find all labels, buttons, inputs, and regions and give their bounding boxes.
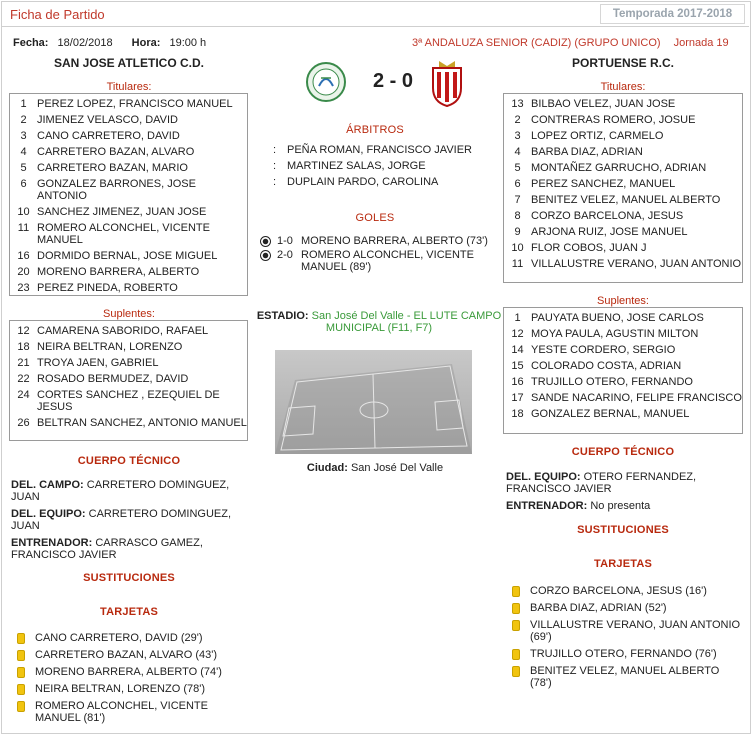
card-player: CANO CARRETERO, DAVID (29') — [35, 632, 203, 644]
home-del-campo: CARRETERO DOMINGUEZ, JUAN — [11, 479, 230, 503]
player-name[interactable]: TROYA JAEN, GABRIEL — [37, 357, 159, 369]
player-name[interactable]: PAUYATA BUENO, JOSE CARLOS — [531, 312, 704, 324]
yellow-card-row — [512, 619, 743, 643]
goal-row — [260, 249, 492, 273]
home-sustituciones-heading: SUSTITUCIONES — [83, 572, 175, 584]
yellow-card-icon — [17, 667, 25, 678]
player-row[interactable] — [504, 344, 742, 356]
player-number: 16 — [511, 376, 524, 388]
player-name[interactable]: LOPEZ ORTIZ, CARMELO — [531, 130, 664, 142]
player-name[interactable]: SANDE NACARINO, FELIPE FRANCISCO — [531, 392, 742, 404]
card-player: BARBA DIAZ, ADRIAN (52') — [530, 602, 667, 614]
yellow-card-row — [512, 602, 743, 614]
player-name[interactable]: CAMARENA SABORIDO, RAFAEL — [37, 325, 209, 337]
home-cards-list — [17, 632, 248, 729]
player-row[interactable] — [504, 360, 742, 372]
player-name[interactable]: SANCHEZ JIMENEZ, JUAN JOSE — [37, 206, 207, 218]
away-entrenador: No presenta — [590, 500, 651, 512]
player-number: 23 — [17, 282, 30, 294]
home-titulares-heading: Titulares: — [106, 81, 152, 93]
referee-name: DUPLAIN PARDO, CAROLINA — [287, 176, 439, 188]
player-row[interactable] — [10, 325, 247, 337]
player-name[interactable]: CARRETERO BAZAN, ALVARO — [37, 146, 195, 158]
player-name[interactable]: JIMENEZ VELASCO, DAVID — [37, 114, 178, 126]
player-number: 3 — [514, 130, 521, 142]
player-number: 16 — [17, 250, 30, 262]
away-sustituciones-heading: SUSTITUCIONES — [577, 524, 669, 536]
yellow-card-icon — [17, 684, 25, 695]
player-number: 4 — [514, 146, 521, 158]
yellow-card-icon — [512, 649, 520, 660]
player-row[interactable] — [504, 98, 742, 110]
player-number: 9 — [514, 226, 521, 238]
player-row[interactable] — [10, 206, 247, 218]
player-number: 8 — [514, 210, 521, 222]
referee-bullet: : — [273, 144, 277, 156]
player-row[interactable] — [10, 417, 247, 429]
player-name[interactable]: COLORADO COSTA, ADRIAN — [531, 360, 682, 372]
player-row[interactable] — [10, 282, 247, 294]
away-tarjetas-heading: TARJETAS — [593, 558, 653, 570]
player-row[interactable] — [504, 392, 742, 404]
player-name[interactable]: MOYA PAULA, AGUSTIN MILTON — [531, 328, 699, 340]
player-row[interactable] — [10, 146, 247, 158]
player-row[interactable] — [10, 130, 247, 142]
jornada-label[interactable]: Jornada 19 — [673, 37, 729, 49]
referee-row — [273, 176, 493, 188]
player-name[interactable]: BELTRAN SANCHEZ, ANTONIO MANUEL — [37, 417, 247, 429]
soccer-ball-icon — [260, 250, 271, 261]
city-info: Ciudad: San José Del Valle — [306, 462, 444, 474]
player-number: 21 — [17, 357, 30, 369]
yellow-card-row — [17, 700, 248, 724]
yellow-card-row — [17, 649, 248, 661]
yellow-card-icon — [17, 701, 25, 712]
player-number: 6 — [20, 178, 27, 190]
yellow-card-row — [512, 665, 743, 689]
referee-row — [273, 160, 493, 172]
player-row[interactable] — [504, 162, 742, 174]
player-name[interactable]: MONTAÑEZ GARRUCHO, ADRIAN — [531, 162, 707, 174]
player-number: 18 — [17, 341, 30, 353]
player-number: 13 — [511, 98, 524, 110]
player-row[interactable] — [10, 266, 247, 278]
card-player: NEIRA BELTRAN, LORENZO (78') — [35, 683, 205, 695]
goal-scorer: MORENO BARRERA, ALBERTO (73') — [301, 235, 488, 247]
match-datetime: Fecha: 18/02/2018 Hora: 19:00 h — [13, 37, 207, 49]
away-substitutes — [503, 307, 743, 434]
home-suplentes-heading: Suplentes: — [103, 308, 155, 320]
page-title: Ficha de Partido — [10, 7, 105, 22]
player-name[interactable]: PEREZ PINEDA, ROBERTO — [37, 282, 178, 294]
player-name[interactable]: PEREZ LOPEZ, FRANCISCO MANUEL — [37, 98, 233, 110]
player-name[interactable]: YESTE CORDERO, SERGIO — [531, 344, 676, 356]
player-number: 10 — [17, 206, 30, 218]
home-cuerpo-tecnico-heading: CUERPO TÉCNICO — [77, 455, 181, 467]
yellow-card-row — [17, 632, 248, 644]
player-row[interactable] — [504, 312, 742, 324]
player-row[interactable] — [10, 389, 247, 413]
referees-list — [273, 144, 493, 192]
player-row[interactable] — [10, 341, 247, 353]
player-row[interactable] — [504, 146, 742, 158]
player-number: 2 — [20, 114, 27, 126]
player-row[interactable] — [10, 357, 247, 369]
player-number: 11 — [511, 258, 524, 270]
card-player: CARRETERO BAZAN, ALVARO (43') — [35, 649, 218, 661]
player-row[interactable] — [10, 98, 247, 110]
home-starting-lineup — [9, 93, 248, 296]
yellow-card-row — [512, 648, 743, 660]
stadium-link[interactable]: San José Del Valle - EL LUTE CAMPO MUNICIPAL (F11, F7) — [311, 310, 502, 334]
player-row[interactable] — [10, 373, 247, 385]
player-name[interactable]: NEIRA BELTRAN, LORENZO — [37, 341, 183, 353]
away-del-equipo: OTERO FERNANDEZ, FRANCISCO JAVIER — [506, 471, 697, 495]
player-row[interactable] — [504, 194, 742, 206]
player-number: 12 — [17, 325, 30, 337]
match-date: 18/02/2018 — [57, 37, 113, 49]
yellow-card-icon — [17, 633, 25, 644]
card-player: TRUJILLO OTERO, FERNANDO (76') — [530, 648, 717, 660]
player-number: 20 — [17, 266, 30, 278]
player-name[interactable]: CORTES SANCHEZ , EZEQUIEL DE JESUS — [37, 389, 220, 413]
yellow-card-icon — [512, 666, 520, 677]
player-row[interactable] — [504, 328, 742, 340]
city-value: San José Del Valle — [350, 462, 444, 474]
card-player: BENITEZ VELEZ, MANUEL ALBERTO (78') — [530, 665, 720, 689]
player-name[interactable]: MORENO BARRERA, ALBERTO — [37, 266, 200, 278]
player-row[interactable] — [10, 114, 247, 126]
player-name[interactable]: TRUJILLO OTERO, FERNANDO — [531, 376, 693, 388]
away-starting-lineup — [503, 93, 743, 283]
arbitros-heading: ÁRBITROS — [346, 124, 404, 136]
player-number: 1 — [20, 98, 27, 110]
player-row[interactable] — [10, 222, 247, 246]
player-name[interactable]: BILBAO VELEZ, JUAN JOSE — [531, 98, 676, 110]
yellow-card-icon — [17, 650, 25, 661]
home-tarjetas-heading: TARJETAS — [99, 606, 159, 618]
referee-bullet: : — [273, 160, 277, 172]
soccer-ball-icon — [260, 236, 271, 247]
player-name[interactable]: BARBA DIAZ, ADRIAN — [531, 146, 643, 158]
player-name[interactable]: ROMERO ALCONCHEL, VICENTE MANUEL — [37, 222, 210, 246]
yellow-card-row — [17, 666, 248, 678]
player-row[interactable] — [10, 162, 247, 174]
yellow-card-icon — [512, 586, 520, 597]
goal-scorer: ROMERO ALCONCHEL, VICENTE MANUEL (89') — [301, 249, 474, 273]
player-name[interactable]: CANO CARRETERO, DAVID — [37, 130, 180, 142]
player-row[interactable] — [504, 242, 742, 254]
player-number: 26 — [17, 417, 30, 429]
player-row[interactable] — [504, 408, 742, 420]
season-badge: Temporada 2017-2018 — [600, 4, 745, 24]
yellow-card-icon — [512, 620, 520, 631]
player-row[interactable] — [10, 178, 247, 202]
competition-info — [412, 37, 729, 49]
competition-name[interactable]: 3ª ANDALUZA SENIOR (CADIZ) (GRUPO UNICO) — [412, 37, 661, 49]
player-row[interactable] — [10, 250, 247, 262]
player-row[interactable] — [504, 178, 742, 190]
title-bar — [1, 1, 749, 27]
player-number: 11 — [17, 222, 30, 234]
card-player: ROMERO ALCONCHEL, VICENTE MANUEL (81') — [35, 700, 208, 724]
player-name[interactable]: GONZALEZ BERNAL, MANUEL — [531, 408, 690, 420]
away-cards-list — [512, 585, 743, 694]
away-staff: DEL. EQUIPO: OTERO FERNANDEZ, FRANCISCO JAVIER ENTRENADOR: No presenta — [506, 471, 697, 512]
player-name[interactable]: CORZO BARCELONA, JESUS — [531, 210, 684, 222]
yellow-card-icon — [512, 603, 520, 614]
player-number: 24 — [17, 389, 30, 401]
player-number: 4 — [20, 146, 27, 158]
player-row[interactable] — [504, 210, 742, 222]
home-staff: DEL. CAMPO: CARRETERO DOMINGUEZ, JUAN DEL. EQUIPO: CARRETERO DOMINGUEZ, JUAN ENTRENADOR: CARRASCO GAMEZ, FRANCISCO JAVIER — [11, 479, 232, 561]
player-number: 2 — [514, 114, 521, 126]
player-number: 18 — [511, 408, 524, 420]
player-row[interactable] — [504, 258, 742, 270]
card-player: CORZO BARCELONA, JESUS (16') — [530, 585, 707, 597]
player-number: 5 — [514, 162, 521, 174]
player-name[interactable]: PEREZ SANCHEZ, MANUEL — [531, 178, 676, 190]
player-name[interactable]: ARJONA RUIZ, JOSE MANUEL — [531, 226, 688, 238]
referee-row — [273, 144, 493, 156]
player-row[interactable] — [504, 226, 742, 238]
player-number: 7 — [514, 194, 521, 206]
player-number: 10 — [511, 242, 524, 254]
home-del-equipo: CARRETERO DOMINGUEZ, JUAN — [11, 508, 232, 532]
yellow-card-row — [17, 683, 248, 695]
home-substitutes — [9, 320, 248, 441]
referee-name: PEÑA ROMAN, FRANCISCO JAVIER — [287, 144, 472, 156]
player-number: 3 — [20, 130, 27, 142]
stadium-photo — [275, 350, 472, 454]
player-name[interactable]: CONTRERAS ROMERO, JOSUE — [531, 114, 696, 126]
player-number: 1 — [514, 312, 521, 324]
away-titulares-heading: Titulares: — [600, 81, 646, 93]
card-player: VILLALUSTRE VERANO, JUAN ANTONIO (69') — [530, 619, 741, 643]
match-time: 19:00 h — [169, 37, 207, 49]
player-row[interactable] — [504, 376, 742, 388]
player-number: 22 — [17, 373, 30, 385]
player-number: 12 — [511, 328, 524, 340]
goal-row — [260, 235, 492, 247]
referee-bullet: : — [273, 176, 277, 188]
player-number: 14 — [511, 344, 524, 356]
home-team-crest-icon[interactable] — [299, 60, 354, 104]
player-row[interactable] — [504, 130, 742, 142]
player-number: 6 — [514, 178, 521, 190]
player-name[interactable]: ROSADO BERMUDEZ, DAVID — [37, 373, 189, 385]
player-number: 17 — [511, 392, 524, 404]
player-name[interactable]: BENITEZ VELEZ, MANUEL ALBERTO — [531, 194, 721, 206]
stadium-info: ESTADIO: San José Del Valle - EL LUTE CAMPO MUNICIPAL (F11, F7) — [256, 310, 502, 334]
card-player: MORENO BARRERA, ALBERTO (74') — [35, 666, 222, 678]
match-score: 2 - 0 — [372, 70, 414, 92]
home-entrenador: CARRASCO GAMEZ, FRANCISCO JAVIER — [11, 537, 203, 561]
goal-score: 1-0 — [277, 235, 293, 247]
away-cuerpo-tecnico-heading: CUERPO TÉCNICO — [571, 446, 675, 458]
goal-score: 2-0 — [277, 249, 293, 261]
player-number: 15 — [511, 360, 524, 372]
away-team-crest-icon[interactable] — [427, 58, 467, 108]
yellow-card-row — [512, 585, 743, 597]
goals-list — [260, 235, 492, 275]
referee-name: MARTINEZ SALAS, JORGE — [287, 160, 426, 172]
home-team-name[interactable]: SAN JOSE ATLETICO C.D. — [53, 56, 204, 70]
player-name[interactable]: CARRETERO BAZAN, MARIO — [37, 162, 188, 174]
player-row[interactable] — [504, 114, 742, 126]
player-number: 5 — [20, 162, 27, 174]
player-name[interactable]: VILLALUSTRE VERANO, JUAN ANTONIO — [531, 258, 742, 270]
goles-heading: GOLES — [355, 212, 395, 224]
away-team-name[interactable]: PORTUENSE R.C. — [571, 56, 674, 70]
player-name[interactable]: FLOR COBOS, JUAN J — [531, 242, 647, 254]
player-name[interactable]: GONZALEZ BARRONES, JOSE ANTONIO — [37, 178, 196, 202]
player-name[interactable]: DORMIDO BERNAL, JOSE MIGUEL — [37, 250, 218, 262]
away-suplentes-heading: Suplentes: — [597, 295, 649, 307]
